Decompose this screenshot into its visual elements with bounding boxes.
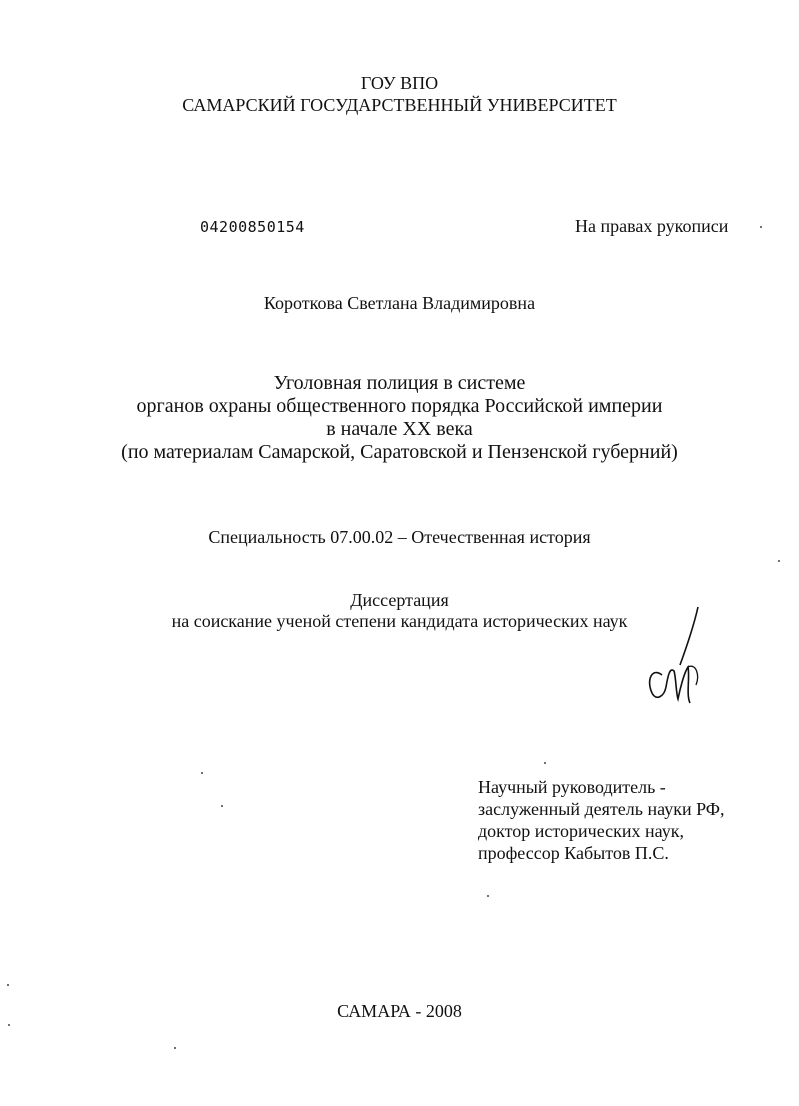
supervisor-line-4: профессор Кабытов П.С.: [478, 843, 669, 863]
scan-speck: [174, 1047, 176, 1049]
institution-abbrev: ГОУ ВПО: [360, 73, 439, 93]
scan-speck: [8, 1024, 10, 1026]
degree-line-2: на соискание ученой степени кандидата исторических наук: [171, 611, 628, 631]
supervisor-line-2: заслуженный деятель науки РФ,: [478, 799, 725, 819]
title-line-4: (по материалам Самарской, Саратовской и Пензенской губерний): [121, 441, 678, 463]
catalog-number: 04200850154: [200, 218, 305, 236]
supervisor-block: [478, 776, 725, 864]
scan-speck: [7, 984, 9, 986]
scan-speck: [221, 805, 223, 807]
supervisor-line-3: доктор исторических наук,: [478, 821, 684, 841]
supervisor-line-1: Научный руководитель -: [478, 777, 666, 797]
rights-note: На правах рукописи: [575, 216, 729, 236]
institution-header: [0, 72, 799, 116]
scan-speck: [201, 772, 203, 774]
specialty: Специальность 07.00.02 – Отечественная история: [208, 527, 591, 547]
dissertation-title: [0, 372, 799, 464]
title-line-1: Уголовная полиция в системе: [273, 372, 526, 394]
scan-speck: [544, 762, 546, 764]
degree-line-1: Диссертация: [350, 590, 449, 610]
signature-icon: [640, 605, 720, 715]
university-name: САМАРСКИЙ ГОСУДАРСТВЕННЫЙ УНИВЕРСИТЕТ: [182, 95, 617, 115]
city-year: САМАРА - 2008: [337, 1001, 462, 1021]
scan-speck: [487, 895, 489, 897]
title-line-2: органов охраны общественного порядка Российской империи: [136, 395, 663, 417]
title-line-3: в начале XX века: [326, 418, 473, 440]
scan-speck: [760, 226, 762, 228]
author-name: Короткова Светлана Владимировна: [263, 293, 536, 313]
scan-speck: [778, 560, 780, 562]
